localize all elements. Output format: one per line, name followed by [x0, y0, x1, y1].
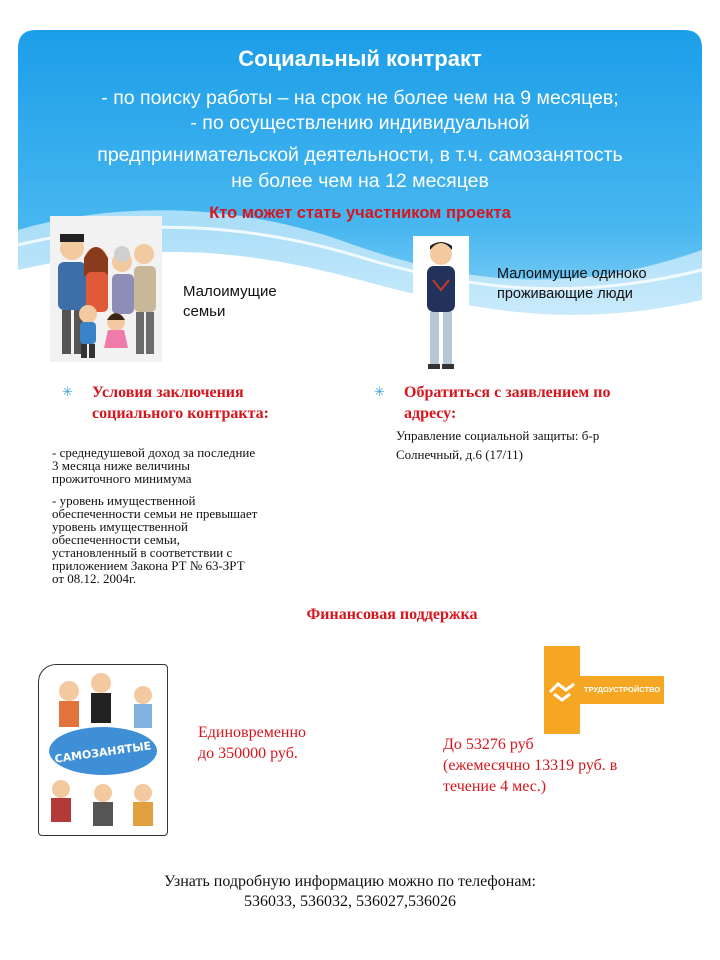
who-heading: Кто может стать участником проекта	[209, 204, 511, 222]
condition-income	[52, 446, 312, 485]
lump-line: Единовременно	[198, 724, 307, 741]
condition-line: прожиточного минимума	[52, 471, 192, 486]
condition-line: приложением Закона РТ № 63-ЗРТ	[52, 558, 245, 573]
address-heading	[404, 382, 610, 424]
subtitle-line: - по поиску работы – на срок не более чем на 9 месяцев;	[101, 87, 619, 109]
self-employed-illustration	[38, 664, 168, 836]
finance-heading: Финансовая поддержка	[306, 606, 478, 623]
condition-line: 3 месяца ниже величины	[52, 458, 191, 473]
condition-line: установленный в соответствии с	[52, 545, 233, 560]
employment-amount	[443, 734, 617, 797]
self-employed-label: САМОЗАНЯТЫЕ	[53, 739, 153, 766]
conditions-heading-line1: Условия заключения	[92, 384, 244, 401]
subtitle-line: - по осуществлению индивидуальной	[190, 112, 530, 134]
phone-numbers: 536033, 536032, 536027,536026	[244, 893, 456, 910]
employment-logo	[544, 646, 664, 734]
bullet-icon: ✳	[62, 384, 73, 399]
single-person-illustration	[413, 236, 469, 376]
condition-property	[52, 494, 312, 585]
condition-line: - среднедушевой доход за последние	[52, 445, 256, 460]
employment-line: (ежемесячно 13319 руб. в	[443, 757, 618, 774]
single-label-line2: проживающие люди	[497, 286, 633, 302]
condition-line: обеспеченности семьи,	[52, 532, 180, 547]
employment-line: течение 4 мес.)	[443, 778, 547, 795]
address-line: Солнечный, д.6 (17/11)	[396, 447, 523, 462]
single-label-line1: Малоимущие одиноко	[497, 266, 647, 282]
footer-line: Узнать подробную информацию можно по телефонам:	[163, 873, 536, 890]
condition-line: от 08.12. 2004г.	[52, 571, 137, 586]
handshake-icon	[544, 646, 580, 734]
conditions-heading-line2: социального контракта:	[92, 405, 269, 422]
subtitle-line: предпринимательской деятельности, в т.ч. самозанятость	[97, 144, 623, 166]
families-label	[183, 282, 277, 322]
condition-line: обеспеченности семьи не превышает	[52, 506, 258, 521]
address-text	[396, 426, 599, 464]
employment-label: ТРУДОУСТРОЙСТВО	[580, 676, 664, 704]
subtitle-line: не более чем на 12 месяцев	[231, 170, 489, 192]
address-heading-line2: адресу:	[404, 405, 457, 422]
bullet-icon: ✳	[374, 384, 385, 399]
family-illustration	[50, 216, 162, 362]
employment-line: До 53276 руб	[443, 736, 534, 753]
single-label	[497, 264, 647, 304]
address-line: Управление социальной защиты: б-р	[396, 428, 600, 443]
lump-sum-amount	[198, 722, 306, 764]
condition-line: - уровень имущественной	[52, 493, 196, 508]
families-label-line2: семьи	[183, 303, 226, 320]
lump-line: до 350000 руб.	[198, 745, 298, 762]
condition-line: уровень имущественной	[52, 519, 188, 534]
address-heading-line1: Обратиться с заявлением по	[404, 384, 611, 401]
page-title: Социальный контракт	[238, 46, 482, 71]
families-label-line1: Малоимущие	[183, 283, 277, 300]
footer-contacts	[60, 872, 640, 912]
conditions-heading	[92, 382, 269, 424]
